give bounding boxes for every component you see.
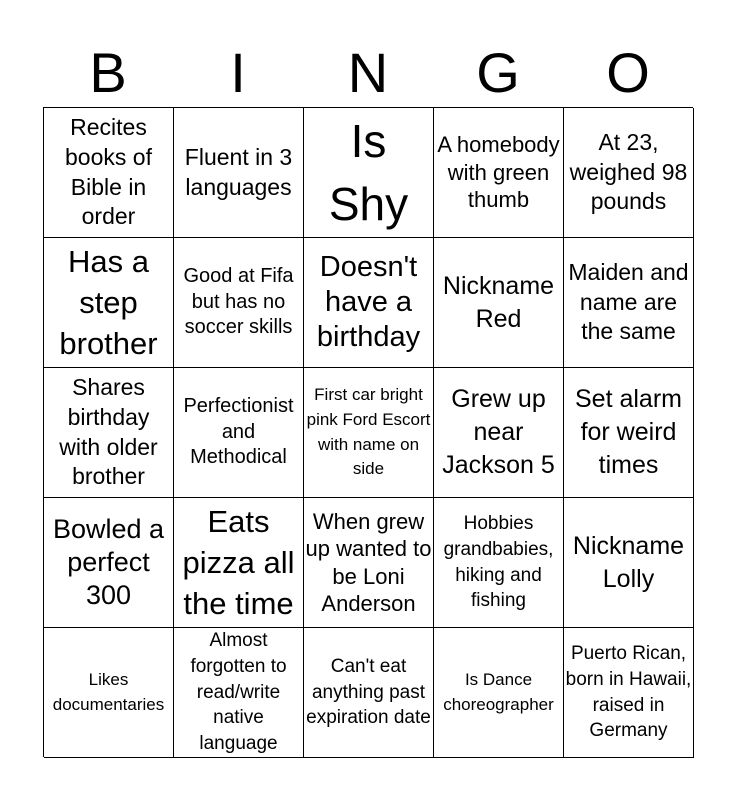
cell-text: Eats pizza all the time: [182, 503, 295, 622]
cell-text: Recites books of Bible in order: [65, 113, 152, 230]
cell-text: Bowled a perfect 300: [52, 514, 165, 610]
bingo-cell[interactable]: [304, 238, 434, 368]
cell-text: When grew up wanted to be Loni Anderson: [305, 508, 432, 616]
bingo-cell[interactable]: [434, 368, 564, 498]
bingo-cell[interactable]: [434, 238, 564, 368]
cell-text: Has a step brother: [59, 243, 158, 362]
cell-text: Puerto Rican, born in Hawaii, raised in Germany: [565, 642, 692, 742]
header-letter-n: N: [347, 41, 389, 104]
cell-text: Fluent in 3 languages: [184, 143, 293, 200]
bingo-cell[interactable]: [44, 628, 174, 758]
bingo-cell[interactable]: [304, 368, 434, 498]
bingo-cell[interactable]: [44, 238, 174, 368]
cell-text: Doesn't have a birthday: [316, 251, 421, 353]
cell-text: Grew up near Jackson 5: [442, 385, 555, 479]
bingo-cell[interactable]: [564, 498, 694, 628]
cell-text: First car bright pink Ford Escort with name on side: [306, 385, 431, 479]
bingo-cell[interactable]: [304, 108, 434, 238]
bingo-cell[interactable]: [174, 498, 304, 628]
cell-text: Can't eat anything past expiration date: [306, 655, 431, 729]
cell-text: Hobbies grandbabies, hiking and fishing: [443, 512, 554, 612]
bingo-cell[interactable]: [304, 498, 434, 628]
cell-text: Nickname Red: [442, 271, 555, 333]
bingo-cell[interactable]: [434, 498, 564, 628]
bingo-cell[interactable]: [44, 368, 174, 498]
cell-text: Almost forgotten to read/write native language: [190, 629, 287, 755]
bingo-cell[interactable]: [44, 108, 174, 238]
bingo-header: [43, 40, 693, 106]
bingo-cell[interactable]: [174, 238, 304, 368]
cell-text: Maiden and name are the same: [568, 258, 689, 345]
bingo-cell[interactable]: [564, 238, 694, 368]
cell-text: A homebody with green thumb: [437, 132, 560, 213]
cell-text: At 23, weighed 98 pounds: [569, 128, 688, 215]
bingo-cell[interactable]: [44, 498, 174, 628]
header-letter-b: B: [89, 41, 127, 104]
bingo-cell[interactable]: [304, 628, 434, 758]
cell-text: Is Dance choreographer: [443, 669, 554, 714]
header-letter-g: G: [476, 41, 520, 104]
bingo-cell[interactable]: [174, 628, 304, 758]
cell-text: Is Shy: [328, 115, 409, 230]
cell-text: Shares birthday with older brother: [59, 373, 158, 490]
bingo-cell[interactable]: [564, 368, 694, 498]
bingo-cell[interactable]: [434, 108, 564, 238]
bingo-cell[interactable]: [174, 108, 304, 238]
header-letter-i: I: [230, 41, 246, 104]
bingo-cell[interactable]: [174, 368, 304, 498]
cell-text: Perfectionist and Methodical: [183, 395, 294, 469]
bingo-board: [43, 107, 693, 757]
bingo-cell[interactable]: [434, 628, 564, 758]
bingo-cell[interactable]: [564, 108, 694, 238]
header-letter-o: O: [606, 41, 650, 104]
bingo-cell[interactable]: [564, 628, 694, 758]
cell-text: Nickname Lolly: [572, 531, 685, 593]
cell-text: Set alarm for weird times: [575, 385, 682, 479]
cell-text: Good at Fifa but has no soccer skills: [183, 265, 294, 339]
cell-text: Likes documentaries: [52, 669, 165, 714]
